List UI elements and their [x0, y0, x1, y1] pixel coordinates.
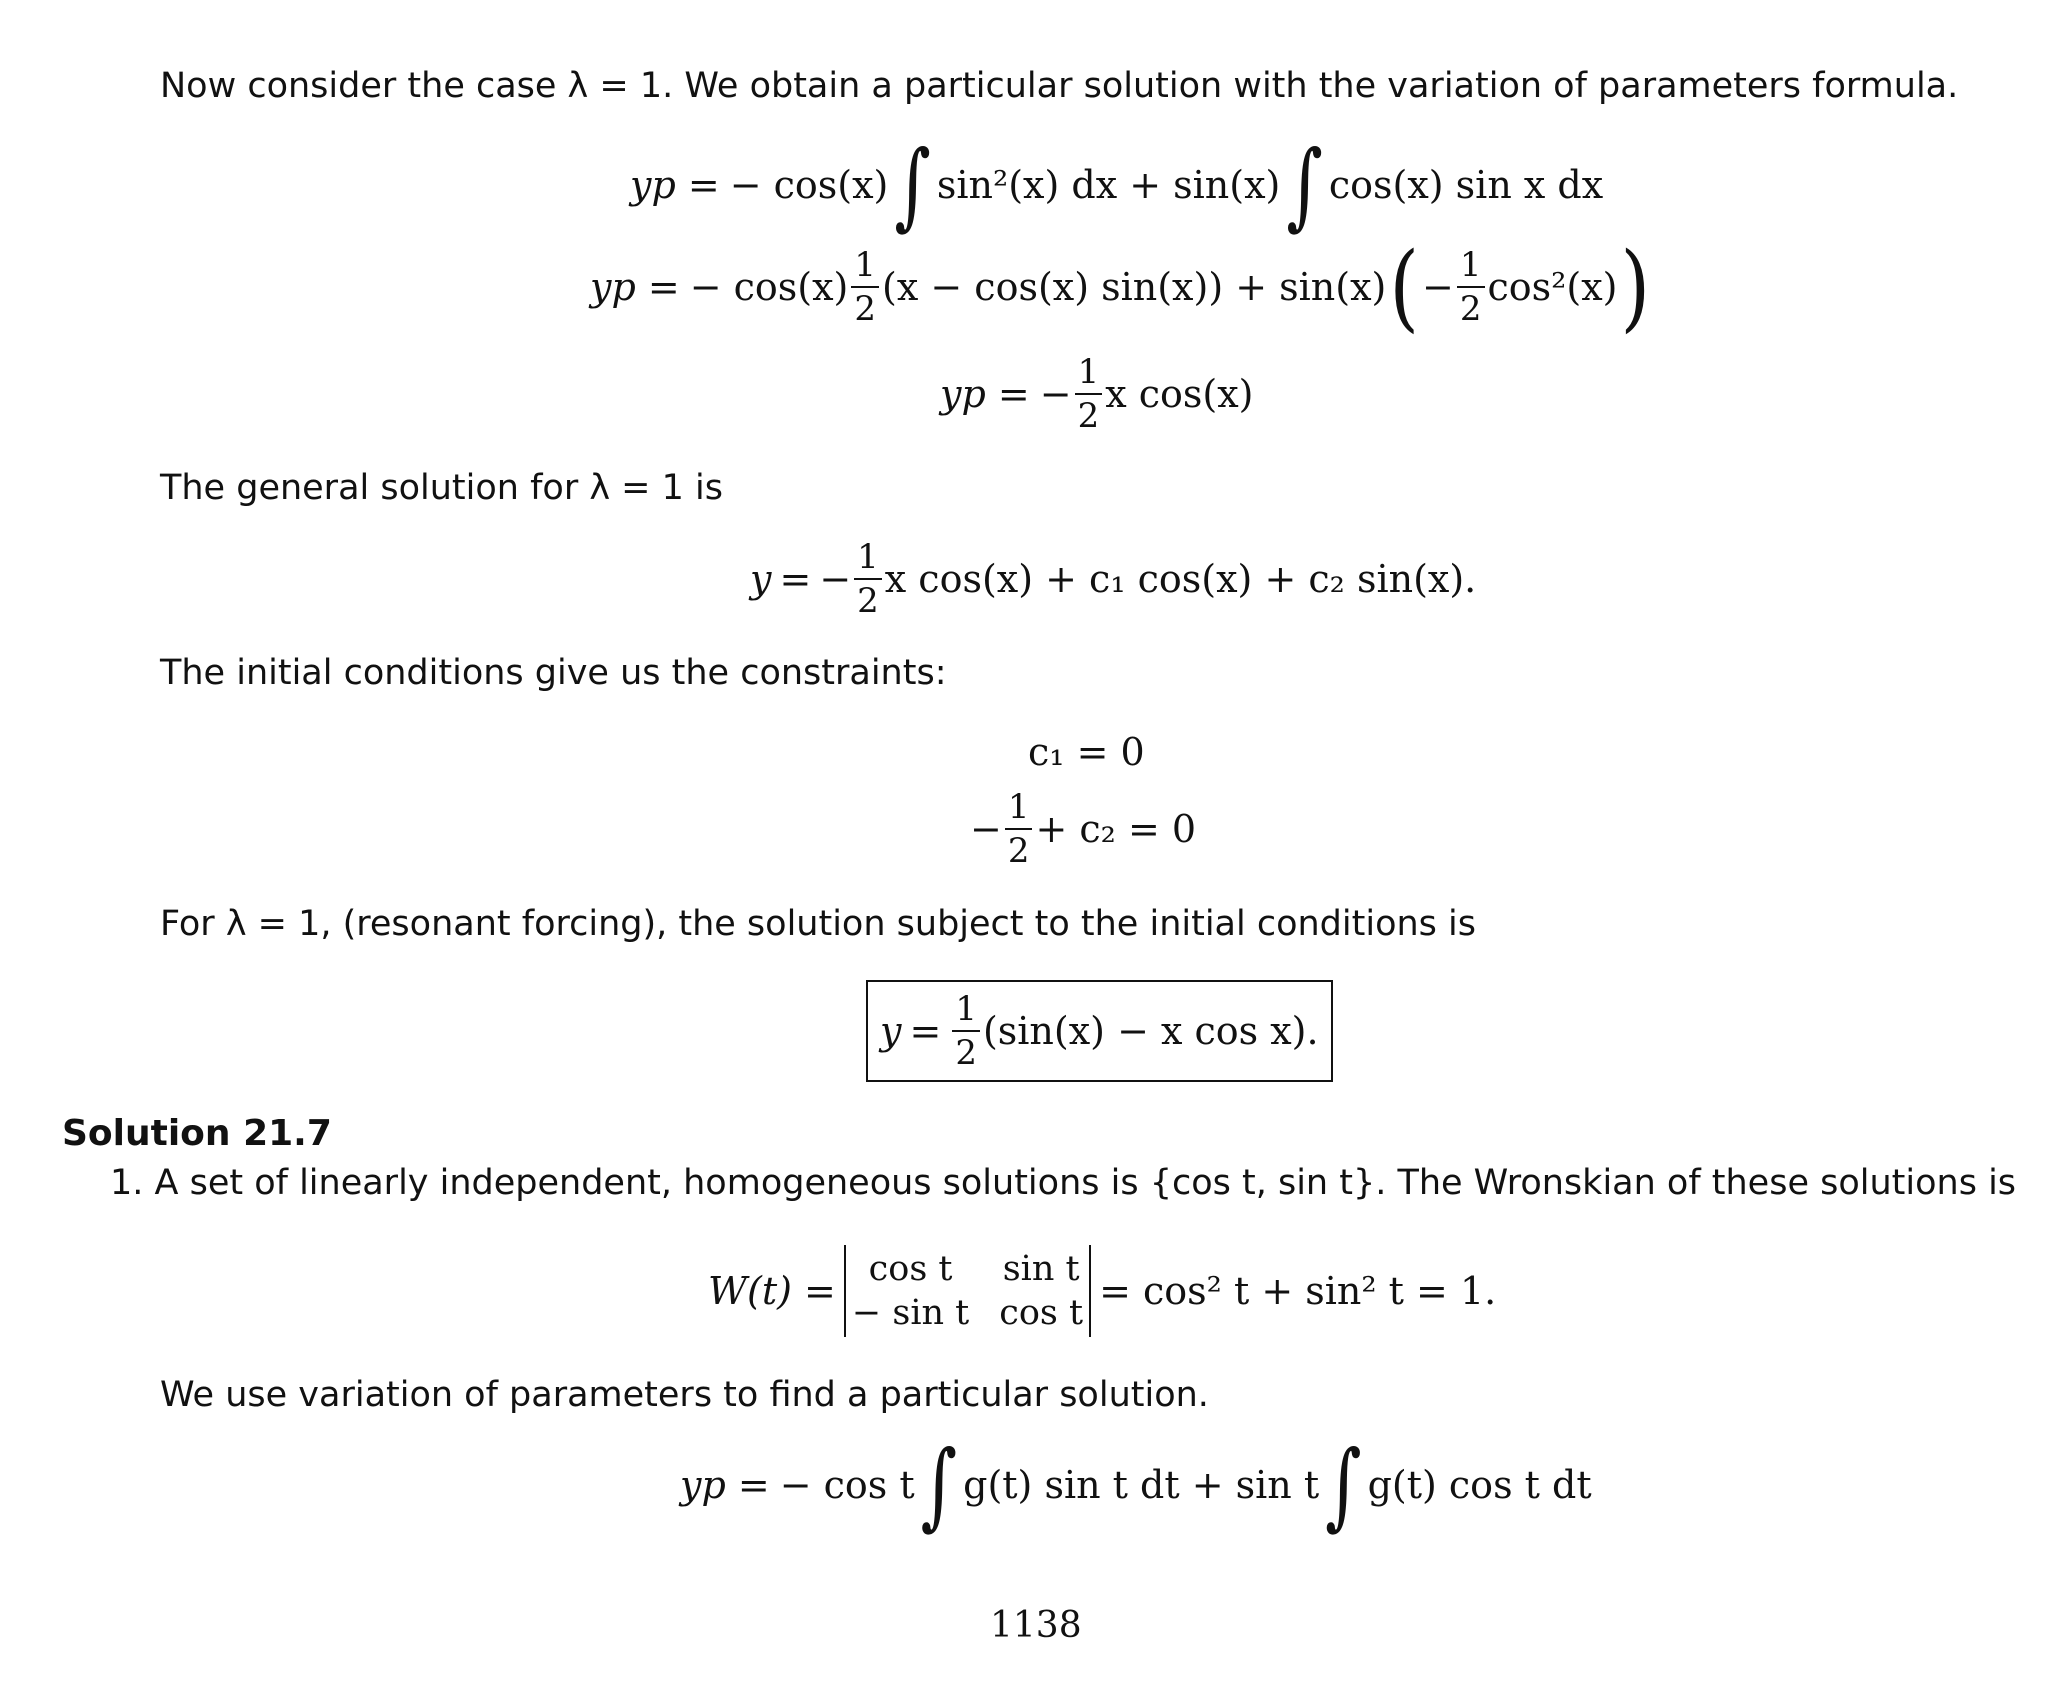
paragraph-general-solution: The general solution for λ = 1 is: [160, 468, 723, 508]
eq8-term-b: g(t) sin t dt + sin t: [963, 1463, 1320, 1507]
minus-sign: −: [1422, 265, 1454, 309]
matrix-cell: cos t: [999, 1293, 1084, 1333]
left-paren: (: [1389, 230, 1420, 342]
eq2-lhs: yp =: [590, 265, 680, 309]
paragraph-resonant: For λ = 1, (resonant forcing), the solution subject to the initial conditions is: [160, 904, 1476, 944]
equation-yp-integral: [630, 129, 1604, 241]
equation-yp-general: [680, 1429, 1592, 1541]
fraction: $\frac{1}{2}$: [854, 540, 882, 618]
eq4-tail: x cos(x) + c₁ cos(x) + c₂ sin(x).: [884, 557, 1477, 601]
eq7-tail: (sin(x) − x cos x).: [982, 1009, 1319, 1053]
equation-yp-result: yp = − $\frac{1}{2}$ x cos(x): [940, 352, 1254, 436]
eq8-term-a: − cos t: [779, 1463, 915, 1507]
eq3-tail: x cos(x): [1105, 372, 1254, 416]
integral-sign: ∫: [1286, 129, 1323, 241]
equation-c1: [1028, 730, 1145, 774]
eq3-lhs: yp =: [940, 372, 1030, 416]
paragraph-constraints: The initial conditions give us the constraints:: [160, 653, 947, 693]
right-paren: ): [1620, 230, 1651, 342]
eq1-term-a: − cos(x): [729, 163, 889, 207]
page-number: 1138: [990, 1605, 1082, 1646]
fraction: $\frac{1}{2}$: [1457, 248, 1485, 326]
fraction: $\frac{1}{2}$: [1005, 790, 1033, 868]
integral-sign: ∫: [920, 1429, 958, 1541]
matrix-cell: cos t: [868, 1249, 953, 1289]
fraction: $\frac{1}{2}$: [952, 992, 980, 1070]
matrix-cell: sin t: [1002, 1249, 1080, 1289]
equation-general-solution: y = − $\frac{1}{2}$ x cos(x) + c₁ cos(x) + c₂ sin(x).: [750, 537, 1477, 621]
eq1-term-b: sin²(x) dx + sin(x): [936, 163, 1281, 207]
eq1-term-c: cos(x) sin x dx: [1328, 163, 1604, 207]
answer-box: y = $\frac{1}{2}$ (sin(x) − x cos x).: [866, 980, 1333, 1082]
eq8-term-c: g(t) cos t dt: [1367, 1463, 1592, 1507]
fraction: $\frac{1}{2}$: [1075, 355, 1103, 433]
paragraph-variation: We use variation of parameters to find a particular solution.: [160, 1375, 1209, 1415]
equation-c2: − $\frac{1}{2}$ + c₂ = 0: [970, 787, 1197, 871]
eq6-tail: + c₂ = 0: [1035, 807, 1197, 851]
wronskian-lhs: W(t) =: [708, 1269, 836, 1313]
eq2-term-c: cos²(x): [1487, 265, 1618, 309]
section-heading: Solution 21.7: [62, 1113, 332, 1154]
eq8-lhs: yp =: [680, 1463, 770, 1507]
integral-sign: ∫: [894, 129, 931, 241]
eq2-term-a: − cos(x): [689, 265, 849, 309]
wronskian-rhs: = cos² t + sin² t = 1.: [1099, 1269, 1497, 1313]
matrix-cell: − sin t: [851, 1293, 970, 1333]
list-item-1: 1. A set of linearly independent, homogeneous solutions is {cos t, sin t}. The Wronskian of these solutions is: [110, 1163, 2017, 1203]
fraction: $\frac{1}{2}$: [851, 248, 879, 326]
eq5-text: c₁ = 0: [1028, 730, 1145, 774]
paragraph-intro: Now consider the case λ = 1. We obtain a particular solution with the variation of parameters formula.: [160, 66, 1959, 106]
eq1-lhs: yp =: [630, 163, 720, 207]
determinant-matrix: [844, 1245, 1091, 1337]
equation-final-boxed: [866, 980, 1333, 1082]
eq2-term-b: (x − cos(x) sin(x)) + sin(x): [882, 265, 1387, 309]
equation-wronskian: [708, 1245, 1496, 1337]
equation-yp-evaluated: [590, 230, 1653, 342]
integral-sign: ∫: [1325, 1429, 1362, 1541]
